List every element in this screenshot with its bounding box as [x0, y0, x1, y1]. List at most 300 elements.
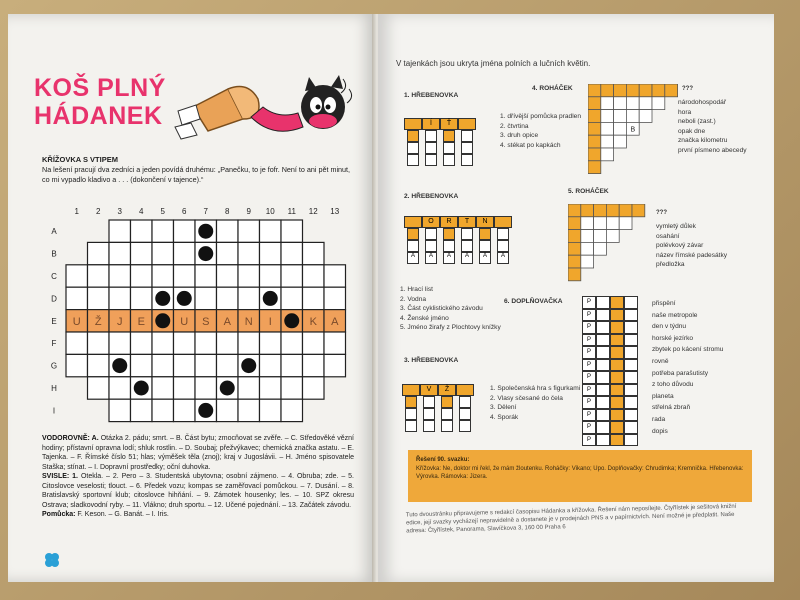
crossword-cell — [217, 242, 239, 264]
puzzle-4-clue: hora — [678, 108, 692, 116]
comb-cell — [459, 420, 471, 432]
puzzle-4-clue: značka kilometru — [678, 137, 728, 144]
black-dot — [177, 291, 192, 306]
comb-cell — [425, 142, 437, 154]
crossword-cell — [238, 287, 260, 309]
stair-cell — [639, 84, 652, 97]
puzzle-6-clue: horské jezírko — [652, 334, 694, 342]
comb-cell — [479, 240, 491, 252]
stair-cell — [568, 242, 581, 255]
crossword-cell — [152, 265, 174, 287]
puzzle-6-clue: rovně — [652, 357, 669, 365]
stair-cell — [614, 135, 627, 148]
stair-cell — [568, 230, 581, 243]
crossword-cell — [217, 354, 239, 376]
crossword-cell — [281, 242, 303, 264]
crossword-cell — [131, 242, 153, 264]
stair-cell — [665, 84, 678, 97]
secret-letter: E — [137, 315, 145, 328]
comb-puzzle-1 — [404, 112, 494, 182]
crossword-cell — [131, 287, 153, 309]
crossword-cell — [109, 287, 131, 309]
stair-cell — [626, 97, 639, 110]
comb-cell — [443, 130, 455, 142]
stair-cell — [601, 135, 614, 148]
row-letter: D — [51, 294, 57, 304]
crossword-cell — [174, 265, 196, 287]
stair-cell — [594, 217, 607, 230]
stair-cell — [626, 84, 639, 97]
crossword-cell — [324, 354, 346, 376]
black-dot — [155, 313, 170, 328]
crossword-cell — [152, 354, 174, 376]
fill-first-cell: P — [582, 296, 596, 309]
stair-cell — [594, 242, 607, 255]
fill-cell — [624, 409, 638, 422]
row-letter: H — [51, 384, 57, 393]
comb-top-cell — [458, 118, 476, 130]
fill-cell — [596, 396, 610, 409]
fill-cell — [596, 421, 610, 434]
secret-letter: U — [180, 315, 189, 328]
solution-box — [408, 450, 752, 502]
stair-cell — [614, 110, 627, 123]
crossword-cell — [174, 332, 196, 354]
comb-cell — [461, 240, 473, 252]
stair-cell — [626, 110, 639, 123]
puzzle-1-title: 1. HŘEBENOVKA — [404, 92, 459, 99]
comb-top-cell: Ť — [440, 118, 458, 130]
crossword-cell — [88, 287, 110, 309]
comb-cell — [497, 228, 509, 240]
fill-first-cell: P — [582, 359, 596, 372]
comb-cell — [461, 228, 473, 240]
comb-cell — [441, 408, 453, 420]
column-number: 4 — [139, 207, 144, 216]
puzzle-1-clue: 3. druh opice — [500, 132, 539, 139]
stair-cell — [581, 230, 594, 243]
puzzle-4-clue: neboli (zast.) — [678, 118, 716, 125]
crossword-cell — [303, 332, 325, 354]
crossword-cell — [238, 377, 260, 399]
secret-letter: I — [268, 315, 272, 328]
comb-top-cell: O — [422, 216, 440, 228]
fill-cell — [596, 384, 610, 397]
black-dot — [198, 246, 213, 261]
secret-letter: A — [331, 315, 339, 328]
secret-letter: Ž — [94, 315, 102, 328]
stair-cell — [606, 204, 619, 217]
puzzle-1-clues — [500, 112, 581, 150]
comb-cell — [405, 396, 417, 408]
crossword-cell — [217, 399, 239, 421]
comb-cell — [407, 154, 419, 166]
comb-cell — [459, 408, 471, 420]
fill-cell — [624, 346, 638, 359]
crossword-cell — [174, 377, 196, 399]
puzzle-6-clue: z toho důvodu — [652, 381, 694, 389]
crossword-cell — [109, 220, 131, 242]
crossword-cell — [88, 377, 110, 399]
column-number: 1 — [74, 207, 79, 216]
crossword-cell — [174, 242, 196, 264]
puzzle-5-clue: název římské padesátky — [656, 251, 728, 259]
fill-cell — [596, 321, 610, 334]
right-page — [378, 14, 774, 582]
comb-top-cell: T — [458, 216, 476, 228]
crossword-cell — [260, 354, 282, 376]
column-number: 2 — [96, 207, 101, 216]
comb-top-cell: V — [420, 384, 438, 396]
crossword-cell — [131, 354, 153, 376]
crossword-cell — [303, 287, 325, 309]
comb-cell — [461, 142, 473, 154]
comb-cell: A — [479, 252, 491, 264]
comb-top-cell — [404, 118, 422, 130]
black-dot — [198, 403, 213, 418]
crossword-cell — [152, 399, 174, 421]
crossword-cell — [88, 242, 110, 264]
crossword-cell — [217, 332, 239, 354]
secret-letter: N — [244, 315, 253, 328]
comb-top-cell — [402, 384, 420, 396]
puzzle-4-clues — [678, 98, 747, 155]
crossword-cell — [281, 332, 303, 354]
comb-cell — [497, 240, 509, 252]
black-dot — [155, 291, 170, 306]
puzzle-2-clue: 5. Jméno žirafy z Plochtovy knížky — [400, 324, 501, 331]
crossword-cell — [303, 265, 325, 287]
crossword-cell — [260, 332, 282, 354]
fill-cell — [610, 309, 624, 322]
crossword-cell — [195, 332, 217, 354]
puzzle-1-clue: 4. stékat po kapkách — [500, 141, 561, 149]
crossword-grid — [40, 206, 350, 424]
comb-cell — [407, 130, 419, 142]
comb-puzzle-2 — [404, 210, 514, 280]
comb-cell — [405, 420, 417, 432]
puzzle-4-clue: národohospodář — [678, 99, 727, 106]
stair-cell — [588, 148, 601, 161]
stair-cell — [588, 161, 601, 174]
comb-cell — [425, 130, 437, 142]
fill-first-cell: P — [582, 409, 596, 422]
crossword-cell — [131, 399, 153, 421]
stair-cell — [581, 217, 594, 230]
puzzle-6-clues — [652, 298, 723, 437]
crossword-cell — [281, 220, 303, 242]
crossword-cell — [66, 265, 88, 287]
row-letter: B — [51, 249, 57, 259]
stair-cell — [588, 122, 601, 135]
puzzle-2-clue: 4. Ženské jméno — [400, 314, 449, 322]
puzzle-4-title: 4. ROHÁČEK — [532, 85, 573, 92]
puzzle-6-clue: naše metropole — [652, 311, 698, 319]
fill-cell — [624, 371, 638, 384]
crossword-cell — [260, 399, 282, 421]
puzzle-5-clue: osahání — [656, 232, 680, 240]
comb-cell — [443, 154, 455, 166]
stair-cell — [568, 255, 581, 268]
crossword-cell — [217, 220, 239, 242]
fill-first-cell: P — [582, 396, 596, 409]
column-number: 5 — [160, 207, 165, 216]
clues-vertical-text: Otekla. – 2. Pero – 3. Studentská ubytovna; osobní zájmeno. – 4. Obruba; zde. – 5. Citoslovce veselosti; tlouct. – 6. Předek vozu; kompas se zaměřovací pomůckou. – 7. Dusání. – 8. Bratislavský sportovní klub; citoslovce hihňání. – 9. Zámotek housenky; les. – 10. SPZ okresu Ostrava; sladkovodní ryby. – 11. Vlákno; druh sportu. – 12. Učené pojednání. – 13. Začátek závodu. — [42, 473, 355, 509]
stair-cell — [568, 268, 581, 281]
crossword-cell — [109, 377, 131, 399]
column-number: 7 — [203, 207, 208, 216]
stair-cell — [601, 110, 614, 123]
puzzle-2-clue: 1. Hrací list — [400, 286, 433, 293]
comb-cell — [423, 408, 435, 420]
black-dot — [112, 358, 127, 373]
stair-cell — [639, 97, 652, 110]
column-number: 6 — [182, 207, 187, 216]
crossword-cell — [324, 265, 346, 287]
puzzle-3-clues — [490, 384, 580, 422]
comb-cell — [425, 154, 437, 166]
fill-first-cell: P — [582, 334, 596, 347]
crossword-cell — [260, 265, 282, 287]
stair-cell — [601, 97, 614, 110]
secret-letter: S — [202, 315, 210, 328]
stair-cell — [601, 84, 614, 97]
puzzle-3-clue: 2. Vlasy sčesané do čela — [490, 394, 563, 402]
comb-top-cell: N — [476, 216, 494, 228]
puzzle-5-clue: vymletý důlek — [656, 223, 696, 230]
black-dot — [198, 224, 213, 239]
comb-puzzle-3 — [402, 378, 492, 440]
crossword-cell — [152, 377, 174, 399]
stair-cell — [581, 204, 594, 217]
crossword-cell — [324, 287, 346, 309]
crossword-intro: Na lešení pracují dva zedníci a jeden povídá druhému: „Panečku, to je fofr. Není to ani pět minut, co mi vypadlo kladivo a . . . (dokončení v tajence).“ — [42, 165, 351, 184]
stair-cell — [614, 97, 627, 110]
crossword-cell — [152, 332, 174, 354]
fill-cell — [624, 309, 638, 322]
fill-cell — [624, 334, 638, 347]
stair-cell — [588, 84, 601, 97]
crossword-cell — [66, 332, 88, 354]
crossword-cell — [88, 265, 110, 287]
fill-cell — [624, 421, 638, 434]
comb-cell — [425, 240, 437, 252]
stair-cell — [581, 242, 594, 255]
fill-puzzle-6 — [582, 296, 646, 446]
row-letter: F — [51, 339, 57, 349]
column-number: 12 — [308, 207, 318, 216]
puzzle-3-clue: 3. Dělení — [490, 404, 517, 411]
puzzle-6-title: 6. DOPLŇOVAČKA — [504, 298, 563, 305]
puzzle-5-clue: předložka — [656, 261, 685, 268]
crossword-cell — [195, 377, 217, 399]
secret-letter: U — [72, 315, 81, 328]
comb-cell — [443, 142, 455, 154]
comb-top-cell — [404, 216, 422, 228]
clues-horizontal-head: VODOROVNĚ: A. — [42, 435, 99, 442]
row-letter: I — [52, 406, 56, 416]
puzzle-6-clue: střelná zbraň — [652, 404, 691, 412]
comb-cell: A — [425, 252, 437, 264]
crossword-cell — [238, 332, 260, 354]
title-line-2: HÁDANEK — [34, 102, 163, 130]
solution-text: Křížovka: Ne, doktor mi řekl, že mám žloutenku. Roháčky: Vikano; Upo. Doplňovačky: Chrudimka; Kremnička. Hřebenovka: Výrovka. Rámovka: Jizera. — [416, 465, 744, 480]
stair-cell — [632, 204, 645, 217]
fill-cell — [624, 384, 638, 397]
comb-cell — [405, 408, 417, 420]
puzzle-2-clue: 2. Vodna — [400, 295, 427, 303]
stair-cell — [568, 217, 581, 230]
crossword-cell — [109, 399, 131, 421]
comb-cell: A — [497, 252, 509, 264]
black-dot — [263, 291, 278, 306]
puzzle-2-title: 2. HŘEBENOVKA — [404, 193, 459, 200]
crossword-cell — [131, 220, 153, 242]
puzzle-6-clue: zbytek po kácení stromu — [652, 346, 724, 354]
comb-cell — [443, 240, 455, 252]
fill-cell — [596, 296, 610, 309]
row-letter: A — [51, 227, 57, 237]
comb-top-cell: R — [440, 216, 458, 228]
footer-note: Tuto dvoustránku připravujeme s redakcí časopisu Hádanka a křížovka. Řešení nám neposílejte. Čtyřlístek je sešitová knižní edice, její svazky vycházejí nepravidelně a dostanete je v prodejnách PNS a v papírnictvích. Není možné je předplatit. Naše adresa: Čtyřlístek, Panorama, Slavíčkova 3, 160 00 Praha 6 — [405, 503, 737, 535]
crossword-cell — [324, 332, 346, 354]
puzzle-2-clue: 3. Část cyklistického závodu — [400, 305, 483, 312]
crossword-clues — [42, 434, 354, 520]
stair-cell — [594, 230, 607, 243]
puzzle-1-clue: 1. dřívější pomůcka pradlen — [500, 113, 581, 120]
puzzle-6-clue: den v týdnu — [652, 323, 687, 331]
puzzle-6-clue: přispění — [652, 300, 676, 307]
column-number: 9 — [246, 207, 251, 216]
fill-cell — [610, 321, 624, 334]
fill-first-cell: P — [582, 371, 596, 384]
crossword-cell — [109, 242, 131, 264]
crossword-cell — [109, 265, 131, 287]
comb-cell — [441, 396, 453, 408]
comb-cell: A — [461, 252, 473, 264]
comb-cell: A — [443, 252, 455, 264]
fill-cell — [610, 396, 624, 409]
fill-cell — [610, 409, 624, 422]
stair-cell — [588, 110, 601, 123]
comb-cell — [461, 154, 473, 166]
comb-top-cell — [456, 384, 474, 396]
crossword-cell — [281, 287, 303, 309]
crossword-heading: KŘÍŽOVKA S VTIPEM — [42, 155, 118, 164]
fill-first-cell: P — [582, 421, 596, 434]
column-number: 3 — [117, 207, 122, 216]
fill-cell — [610, 384, 624, 397]
comb-cell — [425, 228, 437, 240]
cat-with-basket-illustration — [173, 69, 363, 149]
puzzle-4-clue: opak dne — [678, 127, 706, 135]
comb-cell — [407, 228, 419, 240]
fill-first-cell: P — [582, 321, 596, 334]
crossword-cell — [66, 287, 88, 309]
crossword-cell — [217, 287, 239, 309]
fill-cell — [596, 371, 610, 384]
puzzle-5-clues — [656, 222, 727, 270]
right-page-title: V tajenkách jsou ukryta jména polních a lučních květin. — [396, 59, 591, 68]
stair-cell — [588, 135, 601, 148]
fill-first-cell: P — [582, 434, 596, 447]
comb-cell — [423, 420, 435, 432]
puzzle-4-marker: ??? — [682, 86, 693, 92]
comb-top-cell: Ž — [438, 384, 456, 396]
stair-cell — [619, 204, 632, 217]
left-page — [8, 14, 376, 582]
crossword-cell — [260, 220, 282, 242]
crossword-cell — [195, 287, 217, 309]
puzzle-4-clue: první písmeno abecedy — [678, 146, 747, 154]
fill-cell — [596, 409, 610, 422]
row-letter: E — [51, 316, 57, 326]
fill-cell — [596, 359, 610, 372]
crossword-cell — [260, 377, 282, 399]
stair-cell — [606, 230, 619, 243]
comb-cell — [441, 420, 453, 432]
comb-cell — [459, 396, 471, 408]
comb-cell — [443, 228, 455, 240]
fill-cell — [624, 434, 638, 447]
crossword-cell — [238, 399, 260, 421]
crossword-cell — [66, 354, 88, 376]
puzzle-5-title: 5. ROHÁČEK — [568, 188, 609, 195]
fill-first-cell: P — [582, 309, 596, 322]
black-dot — [241, 358, 256, 373]
stair-cell — [601, 148, 614, 161]
black-dot — [220, 381, 235, 396]
page-title — [34, 74, 166, 130]
stair-letter: B — [630, 126, 636, 134]
stair-cell — [581, 255, 594, 268]
puzzle-3-title: 3. HŘEBENOVKA — [404, 357, 459, 364]
crossword-cell — [131, 265, 153, 287]
solution-label: Řešení 90. svazku: — [416, 457, 470, 463]
black-dot — [284, 313, 299, 328]
puzzle-6-clue: rada — [652, 415, 666, 423]
stair-cell — [639, 110, 652, 123]
column-number: 10 — [265, 207, 275, 216]
column-number: 8 — [225, 207, 230, 216]
comb-cell — [407, 240, 419, 252]
crossword-cell — [238, 265, 260, 287]
crossword-cell — [217, 265, 239, 287]
fill-cell — [624, 321, 638, 334]
crossword-cell — [131, 332, 153, 354]
black-dot — [134, 381, 149, 396]
crossword-cell — [303, 377, 325, 399]
fill-cell — [610, 421, 624, 434]
fill-cell — [610, 371, 624, 384]
secret-letter: K — [309, 315, 317, 328]
crossword-cell — [152, 242, 174, 264]
crossword-cell — [152, 220, 174, 242]
puzzle-6-clue: potřeba parašutisty — [652, 369, 709, 377]
comb-cell — [461, 130, 473, 142]
row-letter: G — [50, 361, 58, 371]
fill-cell — [596, 334, 610, 347]
puzzle-6-clue: dopis — [652, 427, 668, 435]
clues-vertical-head: SVISLE: 1. — [42, 473, 78, 480]
crossword-cell — [88, 332, 110, 354]
fill-cell — [624, 296, 638, 309]
crossword-cell — [281, 354, 303, 376]
puzzle-5-clue: polévkový závar — [656, 242, 704, 249]
comb-cell: A — [407, 252, 419, 264]
fill-cell — [610, 359, 624, 372]
fill-first-cell: P — [582, 346, 596, 359]
